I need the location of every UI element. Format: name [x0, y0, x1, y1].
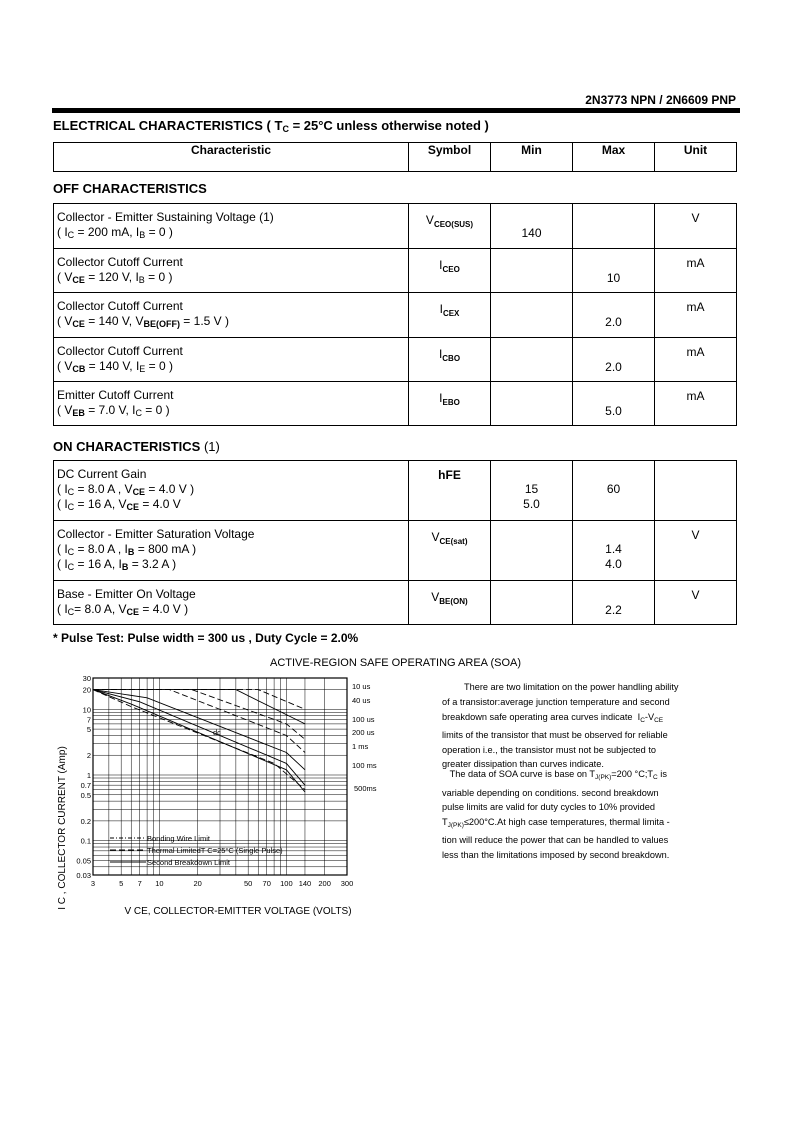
table-row: Collector - Emitter Saturation Voltage ( $I_C = 8.0$ A , $I_B = 800$ mA ) ( $I_C = 16$ A, $I_B = 3.2$ A ) $V_{CE(sat)}$ 1.4 4.0 V: [54, 521, 737, 581]
unit-value: mA: [686, 345, 705, 359]
x-axis-label: V CE, COLLECTOR-EMITTER VOLTAGE (VOLTS): [124, 906, 352, 917]
max-value: 10: [606, 271, 621, 285]
soa-chart: [50, 670, 410, 920]
unit-value: mA: [686, 300, 705, 314]
y-tick-label: 0.05: [76, 856, 91, 866]
table-row: Base - Emitter On Voltage ( $I_C= 8.0$ A, $V_{CE} = 4.0$ V ) $V_{BE(ON)}$ 2.2 V: [54, 581, 737, 625]
y-tick-label: 0.2: [80, 816, 91, 826]
min-value: 140: [521, 226, 542, 240]
unit-value: V: [691, 211, 700, 225]
row-name: Emitter Cutoff Current: [57, 388, 174, 402]
y-tick-label: 0.7: [80, 781, 91, 791]
row-condition: ( $I_C = 8.0$ A , $V_{CE} = 4.0$ V ): [57, 482, 195, 497]
min-value: 15: [524, 482, 539, 496]
header-table: [53, 142, 737, 172]
row-condition: ( $I_C = 200$ mA, $I_B = 0$ ): [57, 225, 173, 240]
row-name: Collector Cutoff Current: [57, 299, 183, 313]
part-number: 2N3773 NPN / 2N6609 PNP: [585, 93, 736, 107]
row-condition: ( $V_{EB} = 7.0$ V, $I_C = 0$ ): [57, 403, 170, 418]
x-tick-label: 140: [298, 879, 312, 888]
row-name: DC Current Gain: [57, 467, 147, 481]
y-tick-label: 20: [82, 685, 91, 695]
header-rule: [52, 108, 740, 113]
legend-entry: Thermal LimitedT C=25°C (Single Pulse): [147, 846, 283, 855]
curve-label: dc: [213, 728, 221, 737]
col-min: Min: [491, 143, 573, 172]
table-row: Collector Cutoff Current ( $V_{CB} = 140$ V, $I_E = 0$ ) $I_{CBO}$ 2.0 mA: [54, 338, 737, 382]
x-tick-label: 5: [119, 879, 124, 888]
max-value: 5.0: [605, 404, 622, 418]
x-tick-label: 7: [137, 879, 142, 888]
y-tick-label: 0.03: [76, 871, 91, 880]
unit-value: V: [691, 588, 700, 602]
col-max: Max: [573, 143, 655, 172]
curve-labels: [213, 682, 377, 793]
row-condition: ( $V_{CE} = 120$ V, $I_B = 0$ ): [57, 270, 173, 285]
table-row: DC Current Gain ( $I_C = 8.0$ A , $V_{CE} = 4.0$ V ) ( $I_C = 16$ A, $V_{CE} = 4.0$ V hFE 15 5.0 60: [54, 461, 737, 521]
y-tick-label: 2: [86, 751, 91, 761]
max-value: 2.0: [605, 315, 622, 329]
curve-label: 100 us: [352, 715, 375, 724]
y-tick-label: 7: [86, 715, 91, 725]
row-name: Collector Cutoff Current: [57, 255, 183, 269]
chart-legend: [110, 834, 283, 867]
y-tick-label: 1: [86, 770, 91, 780]
x-tick-label: 70: [262, 879, 271, 888]
soa-paragraph-2: The data of SOA curve is base on $T_{J(PK)}=200$ $^\circ C;T_C$ is variable depending on conditions. second breakdown pulse limits are valid for duty cycles to 10% provided $T_{J(PK)}\le 200^\circ C.At$ high case temperatures, thermal limita - tion will reduce the power that can be handled to values less than the limitations imposed by second breakdown.: [442, 769, 670, 860]
curve-label: 200 us: [352, 728, 375, 737]
x-tick-label: 3: [90, 879, 96, 888]
x-tick-label: 300: [340, 879, 354, 888]
row-name: Base - Emitter On Voltage: [57, 587, 196, 601]
chart-ticks: [76, 674, 353, 888]
off-characteristics-title: OFF CHARACTERISTICS: [53, 181, 207, 196]
table-row: Emitter Cutoff Current ( $V_{EB} = 7.0$ V, $I_C = 0$ ) $I_{EBO}$ 5.0 mA: [54, 382, 737, 426]
min-value: 5.0: [523, 497, 540, 511]
max-value: 4.0: [605, 557, 622, 571]
col-unit: Unit: [655, 143, 737, 172]
table-row: Collector Cutoff Current ( $V_{CE} = 120$ V, $I_B = 0$ ) $I_{CEO}$ 10 mA: [54, 249, 737, 293]
x-tick-label: 50: [244, 879, 253, 888]
row-condition: ( $I_C= 8.0$ A, $V_{CE} = 4.0$ V ): [57, 602, 189, 617]
col-symbol: Symbol: [409, 143, 491, 172]
unit-value: V: [691, 528, 700, 542]
soa-curve-100-ms: [93, 690, 305, 786]
max-value: 2.0: [605, 360, 622, 374]
y-tick-label: 0.5: [80, 790, 91, 800]
on-table: [53, 460, 737, 625]
curve-label: 100 ms: [352, 761, 377, 770]
max-value: 1.4: [605, 542, 622, 556]
row-condition: ( $I_C = 8.0$ A , $I_B = 800$ mA ): [57, 542, 197, 557]
on-characteristics-title: ON CHARACTERISTICS (1): [53, 439, 220, 454]
y-tick-label: 5: [86, 725, 91, 735]
table-row: Collector Cutoff Current ( $V_{CE} = 140$ V, $V_{BE(OFF)} = 1.5$ V ) $I_{CEX}$ 2.0 mA: [54, 293, 737, 338]
legend-entry: Second Breakdown Limit: [147, 858, 230, 867]
row-condition: ( $V_{CE} = 140$ V, $V_{BE(OFF)} = 1.5$ V ): [57, 314, 229, 329]
off-table: [53, 203, 737, 426]
x-tick-label: 10: [155, 879, 164, 888]
soa-paragraph-1-body: of a transistor:average junction temperature and second breakdown safe operating area curves indicate $I_C-V_{CE}$ limits of the transistor that must be observed for reliable operation i.e., the transistor must not be subjected to greater dissipation than curves indicate.: [442, 697, 670, 769]
max-value: 2.2: [605, 603, 622, 617]
table-row: Collector - Emitter Sustaining Voltage (1) ( $I_C = 200$ mA, $I_B = 0$ ) $V_{CEO(SUS)}$ 140 V: [54, 204, 737, 249]
soa-paragraph-1: There are two limitation on the power handling ability: [464, 682, 679, 692]
soa-curve-100-us: [93, 690, 305, 740]
row-name: Collector - Emitter Sustaining Voltage (1): [57, 210, 274, 224]
x-tick-label: 100: [280, 879, 293, 888]
chart-curves: [93, 690, 305, 792]
soa-curve-200-us: [93, 690, 305, 753]
curve-label: 500ms: [354, 784, 377, 793]
max-value: 60: [606, 482, 621, 496]
row-name: Collector Cutoff Current: [57, 344, 183, 358]
y-tick-label: 10: [82, 705, 91, 715]
y-tick-label: 0.1: [80, 836, 91, 846]
curve-label: 10 us: [352, 682, 371, 691]
soa-title: ACTIVE-REGION SAFE OPERATING AREA (SOA): [270, 657, 522, 669]
curve-label: 1 ms: [352, 742, 369, 751]
unit-value: mA: [686, 256, 705, 270]
y-axis-label: I C , COLLECTOR CURRENT (Amp): [57, 746, 68, 910]
electrical-characteristics-title: ELECTRICAL CHARACTERISTICS ( $T_C = 25^\circ C$ unless otherwise noted ): [53, 118, 489, 134]
x-tick-label: 20: [193, 879, 202, 888]
row-condition: ( $I_C = 16$ A, $V_{CE} = 4.0$ V: [57, 497, 181, 512]
row-name: Collector - Emitter Saturation Voltage: [57, 527, 255, 541]
col-characteristic: Characteristic: [54, 143, 409, 172]
row-condition: ( $I_C = 16$ A, $I_B = 3.2$ A ): [57, 557, 177, 572]
row-condition: ( $V_{CB} = 140$ V, $I_E = 0$ ): [57, 359, 173, 374]
soa-curve-dc: [93, 690, 305, 790]
y-tick-label: 30: [82, 674, 91, 683]
pulse-test-note: * Pulse Test: Pulse width = 300 us , Duty Cycle = 2.0%: [53, 631, 359, 645]
soa-curve-10-us: [93, 690, 305, 710]
unit-value: mA: [686, 389, 705, 403]
x-tick-label: 200: [318, 879, 331, 888]
soa-curve-500ms: [93, 690, 305, 792]
curve-label: 40 us: [352, 696, 371, 705]
legend-entry: Bonding Wire Limit: [147, 834, 210, 843]
